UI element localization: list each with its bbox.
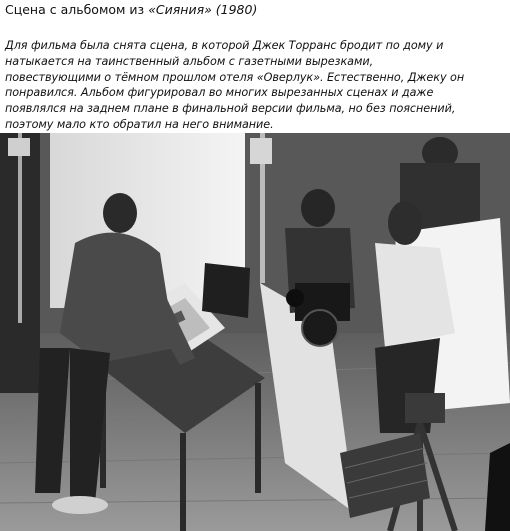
caption-body — [5, 38, 510, 133]
actor-shoe — [52, 496, 108, 514]
camera-reel — [302, 310, 338, 346]
film-set-photo — [0, 133, 510, 531]
caption-line: появлялся на заднем плане в финальной версии фильма, но без пояснений, — [5, 102, 456, 116]
director-head — [388, 201, 422, 245]
lamp-head — [250, 138, 272, 164]
spotlight — [8, 138, 30, 156]
caption-line: понравился. Альбом фигурировал во многих вырезанных сценах и даже — [5, 86, 434, 100]
small-monitor — [202, 263, 250, 318]
actor-head — [103, 193, 137, 233]
light-stand — [18, 133, 22, 323]
caption-line: натыкается на таинственный альбом с газетными вырезками, — [5, 54, 374, 68]
operator-head — [301, 189, 335, 227]
photo-illustration — [0, 133, 510, 531]
caption-line: Для фильма была снята сцена, в которой Джек Торранс бродит по дому и — [5, 39, 444, 52]
caption-title — [5, 2, 505, 18]
caption-line: поэтому мало кто обратил на него внимание. — [5, 117, 274, 131]
caption-title-plain: Сцена с альбомом из — [5, 2, 149, 17]
caption-title-italic: «Сияния» (1980) — [148, 2, 258, 17]
camera-lens — [286, 289, 304, 307]
desk-leg — [180, 433, 186, 531]
tripod-head — [405, 393, 445, 423]
desk-leg — [255, 383, 261, 493]
caption-line: повествующими о тёмном прошлом отеля «Оверлук». Естественно, Джеку он — [5, 70, 465, 84]
